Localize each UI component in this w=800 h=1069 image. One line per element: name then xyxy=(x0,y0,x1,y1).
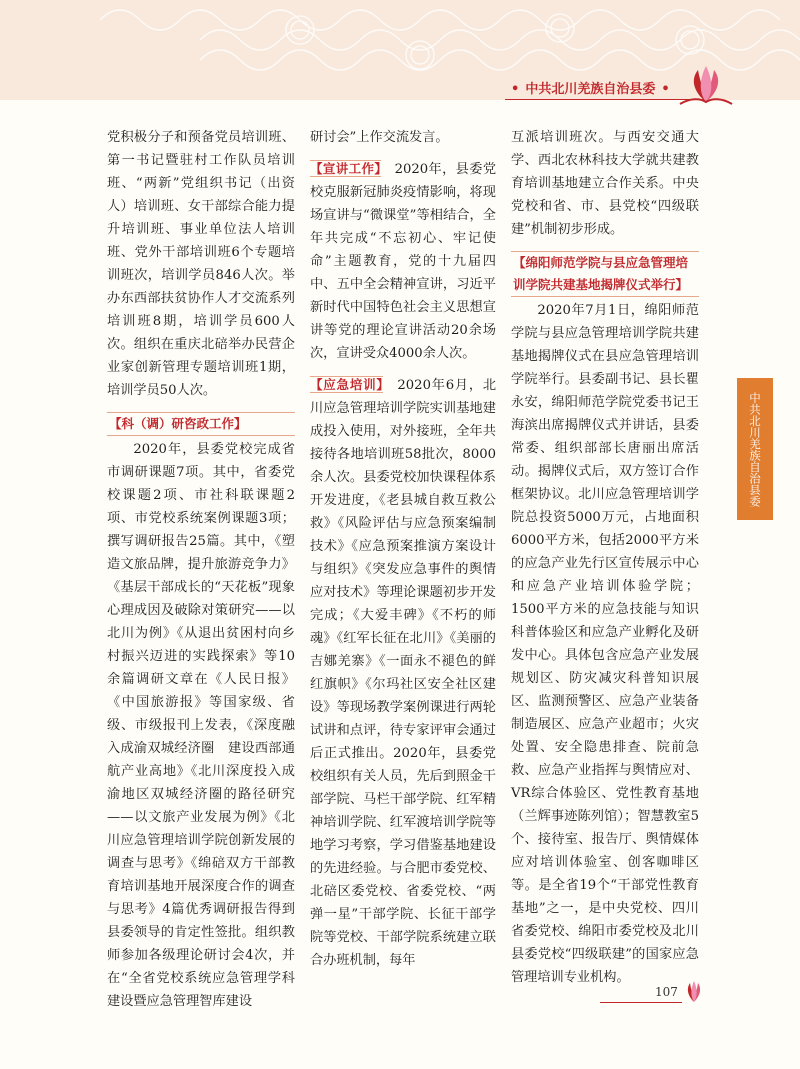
paragraph: 研讨会”上作交流发言。 xyxy=(310,130,449,145)
bullet-icon: • xyxy=(511,82,520,97)
paragraph: 互派培训班次。与西安交通大学、西北农林科技大学就共建教育培训基地建立合作关系。中央党校和省、市、县党校“四级联建”机制初步形成。 xyxy=(511,130,699,237)
paragraph: 2020年6月，北川应急管理培训学院实训基地建成投入使用，对外接班，全年共接待各地培训班58批次，8000余人次。县委党校加快课程体系开发进度，《老县城自救互救公救》《风险评估与应急预案编制技术》《应急预案推演方案设计与组织》《突发应急事件的舆情应对技术》等理论课题初步开发完成；《大爱丰碑》《不朽的师魂》《红军长征在北川》《美丽的吉娜羌寨》《一面永不褪色的鲜红旗帜》《尔玛社区安全社区建设》等现场教学案例课进行两轮试讲和点评，待专家评审会通过后正式推出。2020年，县委党校组织有关人员，先后到照金干部学院、马栏干部学院、红军精神培训学院、红军渡培训学院等地学习考察，学习借鉴基地建设的先进经验。与合肥市委党校、北碚区委党校、省委党校、“两弹一星”干部学院、长征干部学院等党校、干部学院系统建立联合办班机制，每年 xyxy=(310,378,497,968)
bullet-icon: • xyxy=(661,82,670,97)
page-number: 107 xyxy=(655,985,678,999)
column-3 xyxy=(511,126,699,989)
header-title: • 中共北川羌族自治县委 • xyxy=(511,82,670,97)
section-heading-emergency: 【应急培训】 xyxy=(310,377,384,392)
column-2 xyxy=(310,126,496,972)
paragraph: 2020年7月1日，绵阳师范学院与县应急管理培训学院共建基地揭牌仪式在县应急管理培训学院举行。县委副书记、县长瞿永安，绵阳师范学院党委书记王海滨出席揭牌仪式并讲话，县委常委、组织部部长唐丽出席活动。揭牌仪式后，双方签订合作框架协议。北川应急管理培训学院总投资5000万元，占地面积6000平方米，包括2000平方米的应急产业先行区宣传展示中心和应急产业培训体验学院；1500平方米的应急技能与知识科普体验区和应急产业孵化及研发中心。具体包含应急产业发展规划区、防灾减灾科普知识展区、监测预警区、应急产业装备制造展区、应急产业超市；火灾处置、安全隐患排查、院前急救、应急产业指挥与舆情应对、VR综合体验区、党性教育基地（兰辉事迹陈列馆）；智慧教室5个、接待室、报告厅、舆情媒体应对培训体验室、创客咖啡区等。是全省19个“干部党性教育基地”之一，是中央党校、四川省委党校、绵阳市委党校及北川县委党校“四级联建”的国家应急管理培训专业机构。 xyxy=(511,303,699,985)
side-tab: 中共北川羌族自治县委 xyxy=(737,378,773,520)
paragraph: 党积极分子和预备党员培训班、第一书记暨驻村工作队员培训班、“两新”党组织书记（出资人）培训班、女干部综合能力提升培训班、事业单位法人培训班、党外干部培训班6个专题培训班次，培训学员846人次。举办东西部扶贫协作人才交流系列培训班8期，培训学员600人次。组织在重庆北碚举办民营企业家创新管理专题培训班1期，培训学员50人次。 xyxy=(107,130,295,398)
header-rule xyxy=(505,99,705,100)
paragraph: 2020年，县委党校完成省市调研课题7项。其中，省委党校课题2项、市社科联课题2项、市党校系统案例课题3项；撰写调研报告25篇。其中，《塑造文旅品牌，提升旅游竞争力》《基层干部成长的“天花板”现象心理成因及破除对策研究——以北川为例》《从退出贫困村向乡村振兴迈进的实践探索》等10余篇调研文章在《人民日报》《中国旅游报》等国家级、省级、市级报刊上发表，《深度融入成渝双城经济圈 建设西部通航产业高地》《北川深度投入成渝地区双城经济圈的路径研究——以文旅产业发展为例》《北川应急管理培训学院创新发展的调查与思考》《绵碚双方干部教育培训基地开展深度合作的调查与思考》4篇优秀调研报告得到县委领导的肯定性签批。组织教师参加各级理论研讨会4次，并在“全省党校系统应急管理学科建设暨应急管理智库建设 xyxy=(107,442,295,1009)
column-1 xyxy=(107,126,295,1013)
footer-rule xyxy=(600,1002,682,1003)
section-heading-ceremony: 【绵阳师范学院与县应急管理培训学院共建基地揭牌仪式举行】 xyxy=(511,251,699,297)
section-heading-lecture: 【宣讲工作】 xyxy=(310,161,382,176)
section-heading-research: 【科（调）研咨政工作】 xyxy=(107,412,295,436)
flower-logo-icon xyxy=(676,62,736,106)
flower-small-icon xyxy=(680,980,708,1004)
paragraph: 2020年，县委党校克服新冠肺炎疫情影响，将现场宣讲与“微课堂”等相结合，全年共完成“不忘初心、牢记使命”主题教育，党的十九届四中、五中全会精神宣讲，习近平新时代中国特色社会主义思想宣讲等党的理论宣讲活动20余场次，宣讲受众4000余人次。 xyxy=(310,162,497,361)
